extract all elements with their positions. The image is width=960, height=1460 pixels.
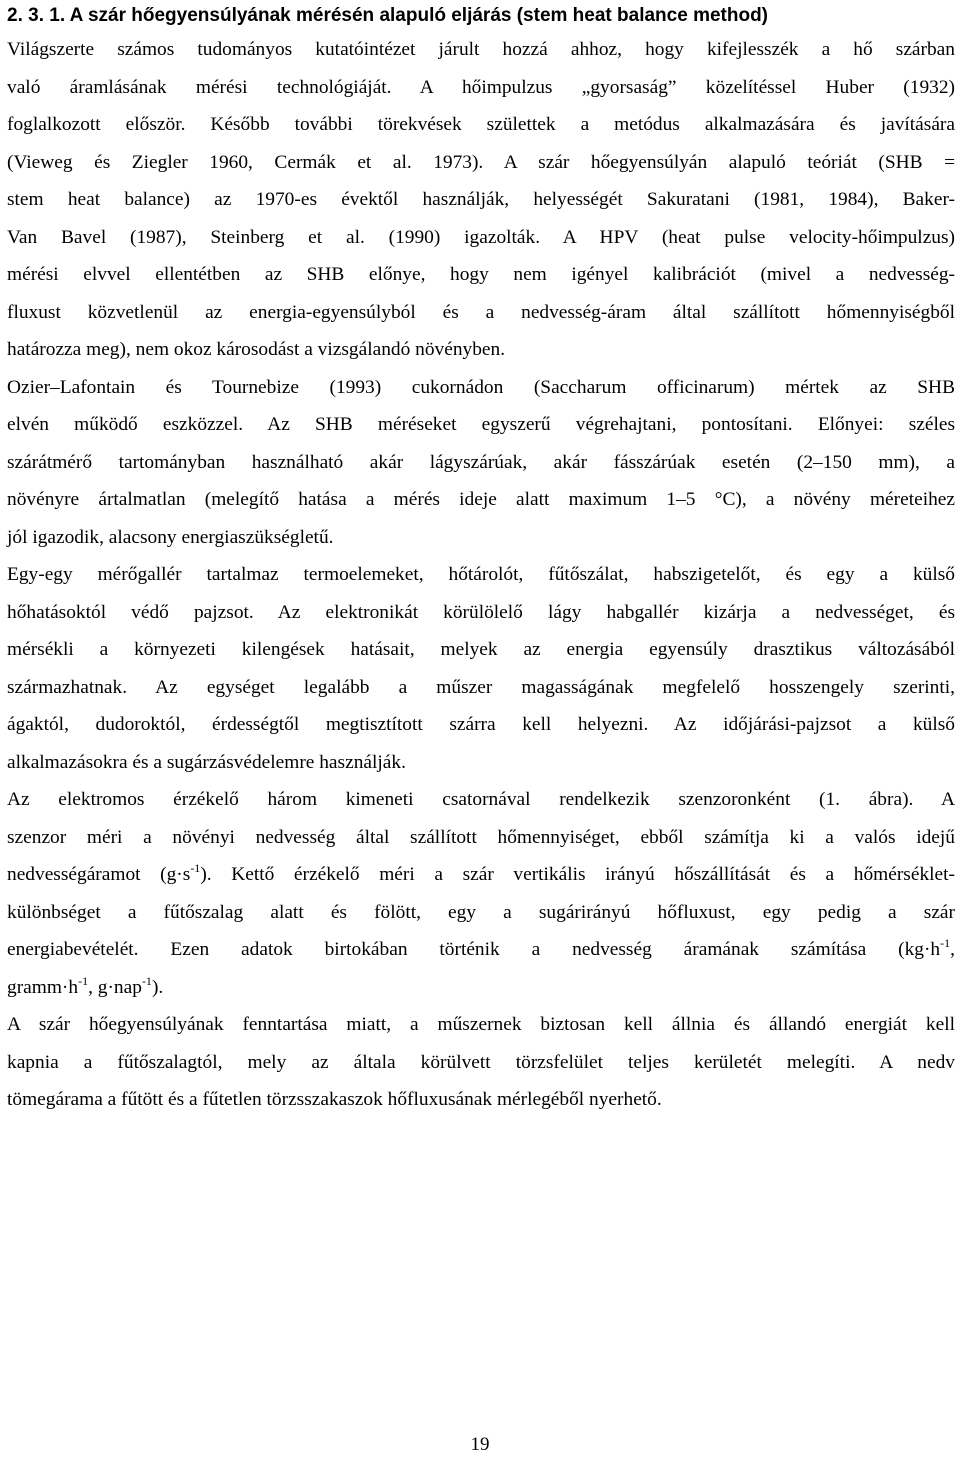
text-line: szárátmérő tartományban használható akár lágyszárúak, akár fásszárúak esetén (2–150 mm), a [7, 451, 955, 473]
section-heading: 2. 3. 1. A szár hőegyensúlyának mérésén alapuló eljárás (stem heat balance method) [7, 5, 769, 26]
text-line: szenzor méri a növényi nedvesség által szállított hőmennyiséget, ebből számítja ki a valós idejű [7, 826, 955, 848]
text-segment: , g·nap [88, 976, 142, 998]
text-line: Világszerte számos tudományos kutatóintézet járult hozzá ahhoz, hogy kifejlesszék a hő szárban [7, 39, 955, 60]
text-line: növényre ártalmatlan (melegítő hatása a mérés ideje alatt maximum 1–5 °C), a növény méreteihez [7, 489, 955, 510]
text-line: alkalmazásokra és a sugárzásvédelemre használják. [7, 751, 406, 773]
text-line: mérési elvvel ellentétben az SHB előnye, hogy nem igényel kalibrációt (mivel a nedvesség- [7, 264, 955, 285]
text-line: fluxust közvetlenül az energia-egyensúlyból és a nedvesség-áram által szállított hőmennyiségből [7, 301, 955, 323]
text-line: való áramlásának mérési technológiáját. A hőimpulzus „gyorsaság” közelítéssel Huber (1932) [7, 76, 955, 98]
text-line [7, 969, 955, 1007]
text-line: Ozier–Lafontain és Tournebize (1993) cukornádon (Saccharum officinarum) mértek az SHB [7, 376, 955, 398]
text-line: elvén működő eszközzel. Az SHB méréseket egyszerű végrehajtani, pontosítani. Előnyei: széles [7, 414, 955, 435]
text-line: A szár hőegyensúlyának fenntartása miatt, a műszernek biztosan kell állnia és állandó energiát kell [7, 1014, 955, 1035]
text-line: kapnia a fűtőszalagtól, mely az általa körülvett törzsfelület teljes kerületét melegíti. A nedv [7, 1051, 955, 1073]
text-line: Van Bavel (1987), Steinberg et al. (1990) igazolták. A HPV (heat pulse velocity-hőimpulzus) [7, 226, 955, 248]
paragraph-2 [7, 369, 955, 557]
text-line: (Vieweg és Ziegler 1960, Cermák et al. 1973). A szár hőegyensúlyán alapuló teóriát (SHB = [7, 151, 955, 173]
text-line: ágaktól, dudoroktól, érdességtől megtisztított szárra kell helyezni. Az időjárási-pajzsot a külső [7, 714, 955, 735]
text-line [7, 856, 955, 894]
text-segment: nedvességáramot (g·s [7, 864, 191, 885]
body-text [7, 31, 955, 1119]
superscript: -1 [190, 861, 201, 875]
superscript: -1 [78, 973, 89, 988]
text-line: Az elektromos érzékelő három kimeneti csatornával rendelkezik szenzoronként (1. ábra). A [7, 789, 955, 810]
text-line: határozza meg), nem okoz károsodást a vizsgálandó növényben. [7, 339, 506, 360]
text-segment: ). [151, 976, 164, 998]
text-line: származhatnak. Az egységet legalább a műszer magasságának megfelelő hosszengely szerinti, [7, 676, 955, 698]
text-line: tömegárama a fűtött és a fűtetlen törzsszakaszok hőfluxusának mérlegéből nyerhető. [7, 1089, 662, 1110]
paragraph-5 [7, 1006, 955, 1119]
text-line: jól igazodik, alacsony energiaszükségletű. [7, 526, 334, 548]
superscript: -1 [141, 973, 152, 988]
text-line: különbséget a fűtőszalag alatt és fölött, egy a sugárirányú hőfluxust, egy pedig a szár [7, 901, 955, 923]
text-line: stem heat balance) az 1970-es évektől használják, helyességét Sakuratani (1981, 1984), Baker- [7, 189, 955, 210]
page-number: 19 [470, 1434, 490, 1455]
paragraph-4 [7, 781, 955, 1006]
text-line [7, 931, 955, 969]
text-line: Egy-egy mérőgallér tartalmaz termoelemeket, hőtárolót, fűtőszálat, habszigetelőt, és egy a külső [7, 564, 955, 585]
paragraph-3 [7, 556, 955, 781]
text-segment: gramm·h [7, 976, 79, 998]
text-line: mérsékli a környezeti kilengések hatásait, melyek az energia egyensúly drasztikus változásából [7, 639, 955, 660]
paragraph-1 [7, 31, 955, 369]
superscript: -1 [940, 936, 951, 950]
text-line: hőhatásoktól védő pajzsot. Az elektronikát körülölelő lágy habgallér kizárja a nedvességet, és [7, 601, 955, 623]
text-segment: energiabevételét. Ezen adatok birtokában történik a nedvesség áramának számítása (kg·h [7, 939, 941, 960]
text-segment: , [950, 939, 955, 960]
text-line: foglalkozott először. Később további törekvések születtek a metódus alkalmazására és javítására [7, 114, 955, 135]
text-segment: ). Kettő érzékelő méri a szár vertikális irányú hőszállítását és a hőmérséklet- [200, 864, 955, 885]
